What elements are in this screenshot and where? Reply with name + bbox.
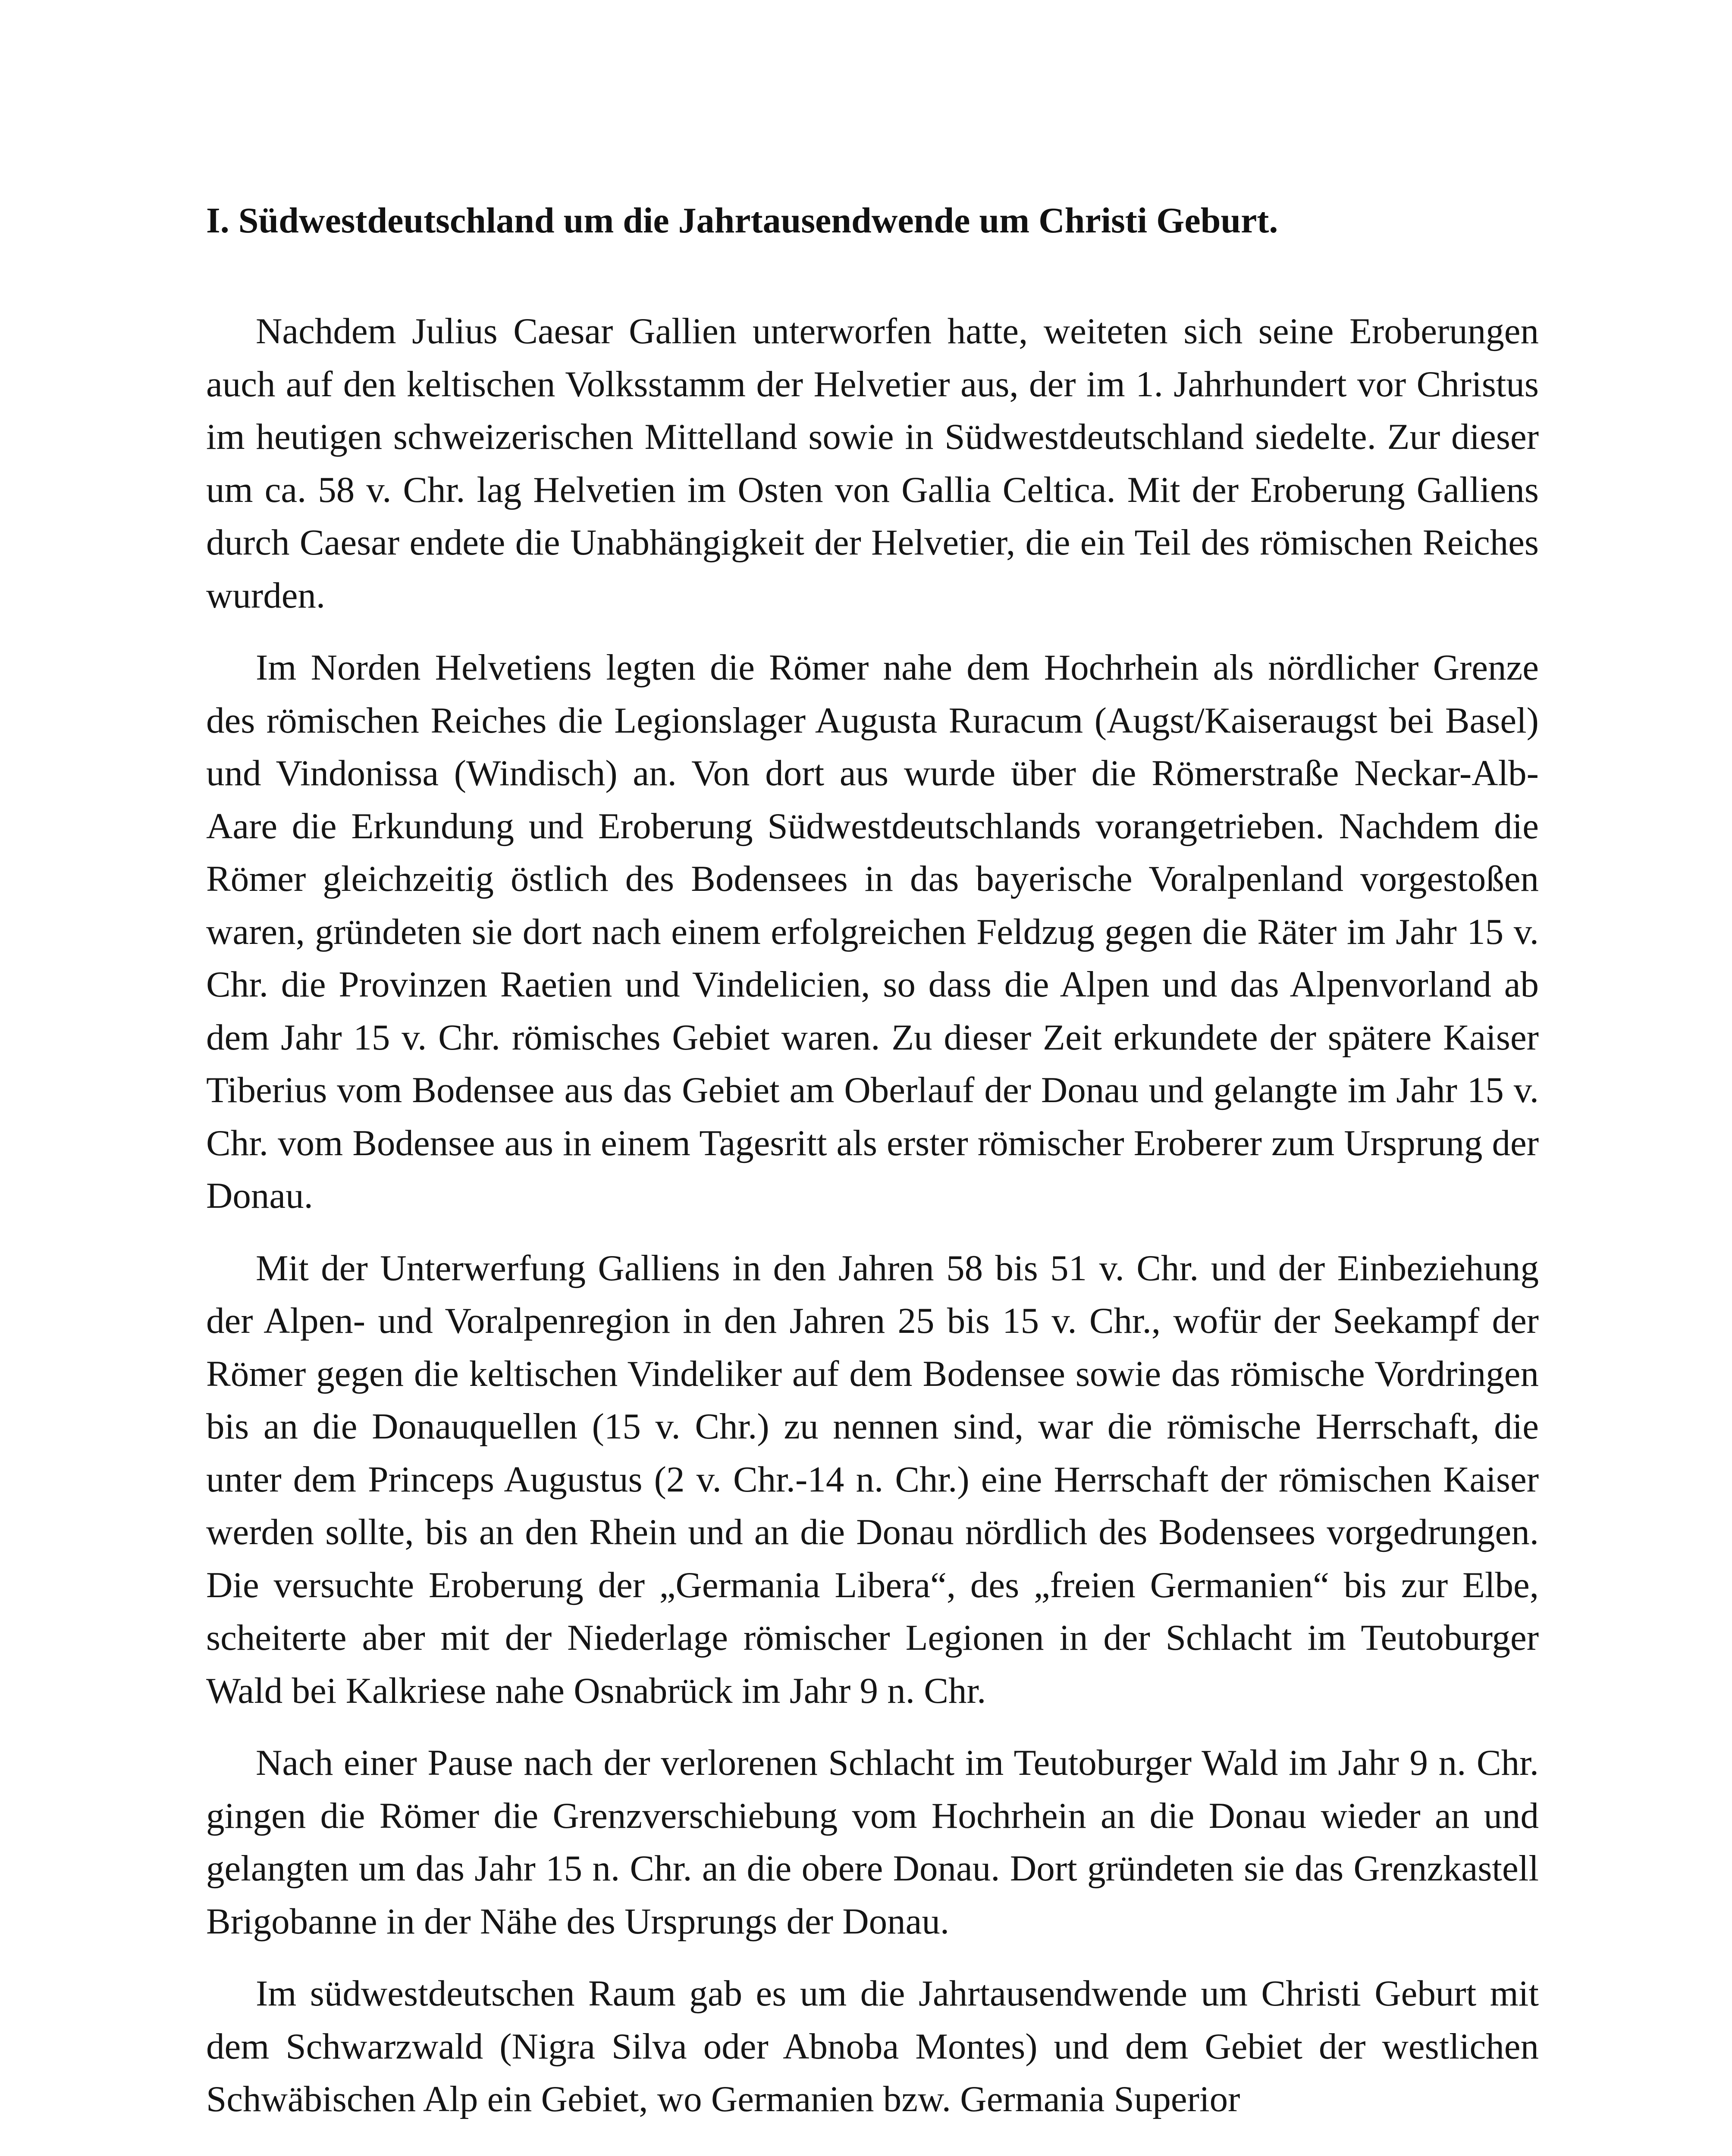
paragraph-suedwestdeutscher-raum: Im südwestdeutschen Raum gab es um die Jahrtausendwende um Christi Geburt mit dem Schwarzwald (Nigra Silva oder Abnoba Montes) und dem Gebiet der westlichen Schwäbischen Alp ein Gebiet, wo Germanien bzw. Germania Superior	[206, 1973, 1539, 2119]
chapter-title: I. Südwestdeutschland um die Jahrtausendwende um Christi Geburt.	[206, 201, 1278, 241]
paragraph-norden-helvetiens: Im Norden Helvetiens legten die Römer nahe dem Hochrhein als nördlicher Grenze des römischen Reiches die Legionslager Augusta Ruracum (Augst/​Kaiseraugst bei Basel) und Vindonissa (Windisch) an. Von dort aus wurde über die Römerstraße Neckar-Alb-Aare die Erkundung und Eroberung Südwestdeutschlands vorangetrieben. Nachdem die Römer gleichzeitig östlich des Bodensees in das bayerische Voralpenland vorgestoßen waren, gründeten sie dort nach einem erfolgreichen Feldzug gegen die Räter im Jahr 15 v. Chr. die Provinzen Raetien und Vindelicien, so dass die Alpen und das Alpenvorland ab dem Jahr 15 v. Chr. römisches Gebiet waren. Zu dieser Zeit erkundete der spätere Kaiser Tiberius vom Bodensee aus das Gebiet am Oberlauf der Donau und gelangte im Jahr 15 v. Chr. vom Bodensee aus in einem Tagesritt als erster römischer Eroberer zum Ursprung der Donau.	[206, 647, 1539, 1216]
paragraph-pause-teutoburger-wald: Nach einer Pause nach der verlorenen Schlacht im Teutoburger Wald im Jahr 9 n. Chr. gingen die Römer die Grenzverschiebung vom Hochrhein an die Donau wieder an und gelangten um das Jahr 15 n. Chr. an die obere Donau. Dort gründeten sie das Grenzkastell Brigobanne in der Nähe des Ursprungs der Donau.	[206, 1742, 1539, 1942]
paragraph-caesar-gallien: Nachdem Julius Caesar Gallien unterworfen hatte, weiteten sich seine Eroberungen auch auf den keltischen Volksstamm der Helvetier aus, der im 1. Jahrhundert vor Christus im heutigen schweizerischen Mittelland sowie in Südwestdeutschland siedelte. Zur dieser um ca. 58 v. Chr. lag Helvetien im Osten von Gallia Celtica. Mit der Eroberung Galliens durch Caesar endete die Unabhängigkeit der Helvetier, die ein Teil des römischen Reiches wurden.	[206, 311, 1539, 616]
text-block	[206, 195, 1539, 2145]
paragraph-unterwerfung-galliens: Mit der Unterwerfung Galliens in den Jahren 58 bis 51 v. Chr. und der Einbeziehung der Alpen- und Voralpenregion in den Jahren 25 bis 15 v. Chr., wofür der Seekampf der Römer gegen die keltischen Vindeliker auf dem Bodensee sowie das römische Vordringen bis an die Donauquellen (15 v. Chr.) zu nennen sind, war die römische Herrschaft, die unter dem Princeps Augustus (2 v. Chr.-​14 n. Chr.) eine Herrschaft der römischen Kaiser werden sollte, bis an den Rhein und an die Donau nördlich des Bodensees vorgedrungen. Die versuchte Eroberung der „Germania Libera“, des „freien Germanien“ bis zur Elbe, scheiterte aber mit der Niederlage römischer Legionen in der Schlacht im Teutoburger Wald bei Kalkriese nahe Osnabrück im Jahr 9 n. Chr.	[206, 1247, 1539, 1711]
